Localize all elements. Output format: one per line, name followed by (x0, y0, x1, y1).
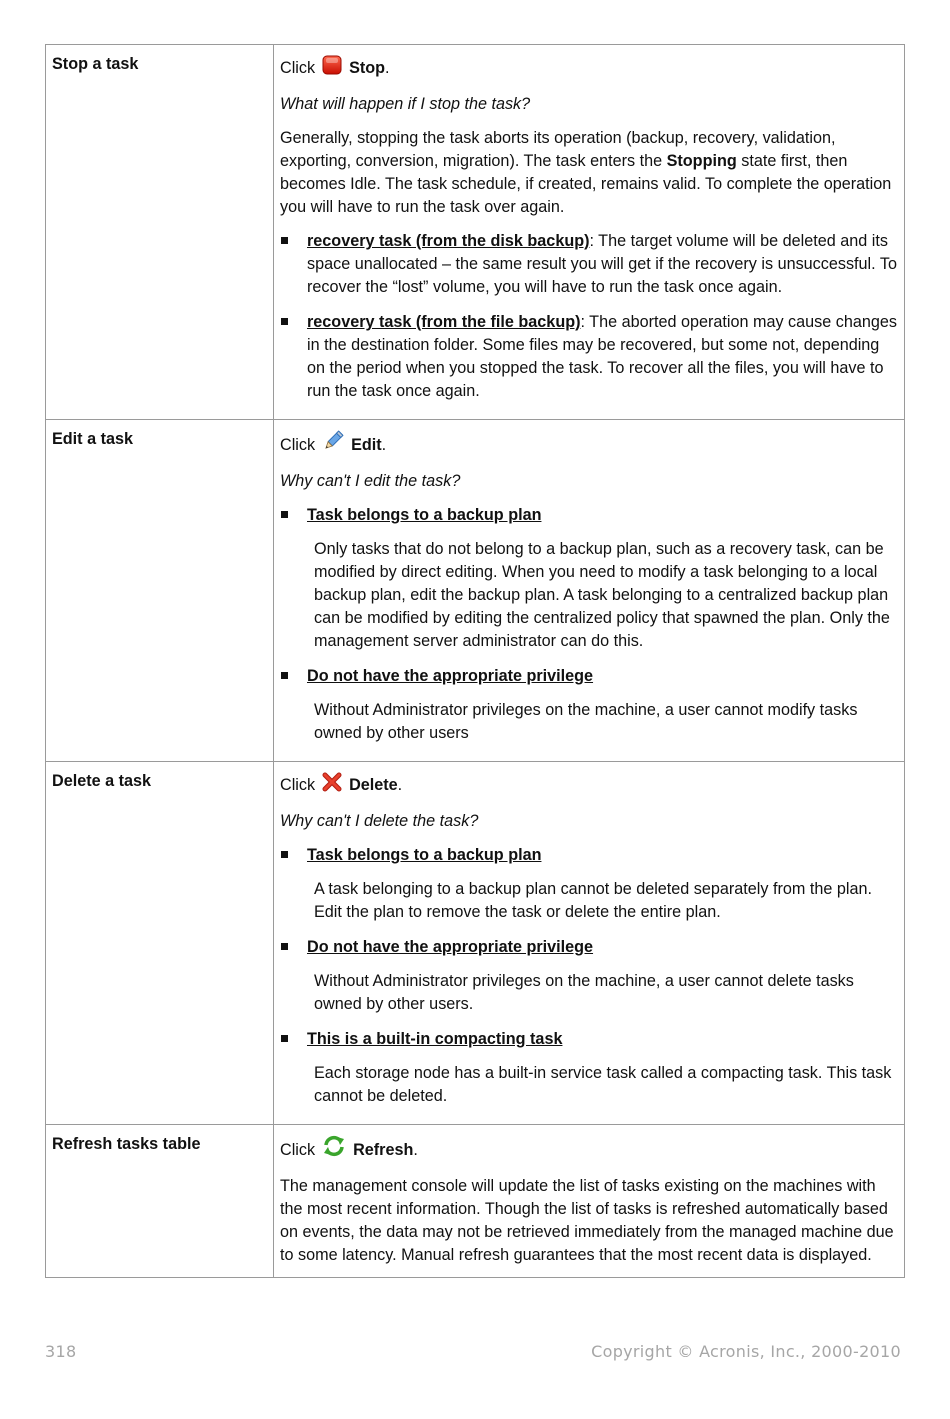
pencil-icon (322, 430, 344, 459)
bullet-list (280, 844, 899, 1108)
description-cell (274, 420, 905, 762)
action-cell (46, 1125, 274, 1278)
list-item: Do not have the appropriate privilege Without Administrator privileges on the machine, a user cannot modify tasks owned by other users (280, 665, 899, 745)
action-name: Edit a task (52, 430, 133, 448)
table-row-delete (46, 762, 905, 1125)
edit-button-label: Edit (351, 436, 382, 454)
click-instruction: Click Refresh. (280, 1135, 899, 1164)
refresh-icon (322, 1135, 346, 1164)
action-cell (46, 420, 274, 762)
list-item: Task belongs to a backup plan A task belonging to a backup plan cannot be deleted separately from the plan. Edit the plan to remove the task or delete the entire plan. (280, 844, 899, 924)
click-instruction: Click Stop. (280, 55, 899, 82)
bullet-list (280, 230, 899, 403)
refresh-button-label: Refresh (353, 1141, 414, 1159)
delete-button-label: Delete (349, 776, 398, 794)
description-cell (274, 1125, 905, 1278)
stop-button-label: Stop (349, 59, 386, 77)
action-name: Stop a task (52, 55, 139, 73)
list-item: Task belongs to a backup plan Only tasks that do not belong to a backup plan, such as a recovery task, can be modified by direct editing. When you need to modify a task belonging to a local backup plan, edit the backup plan. A task belonging to a centralized backup plan can be modified by editing the centralized policy that spawned the plan. Only the management server administrator can do this. (280, 504, 899, 653)
action-name: Delete a task (52, 772, 151, 790)
copyright-notice: Copyright © Acronis, Inc., 2000-2010 (591, 1342, 901, 1361)
explanation: The management console will update the list of tasks existing on the machines with the most recent information. Though the list of tasks is refreshed automatically based on events, the data may not be retrieved immediately from the managed machine due to some latency. Manual refresh guarantees that the most recent data is displayed. (280, 1177, 894, 1264)
table-row-edit (46, 420, 905, 762)
description-cell (274, 45, 905, 420)
delete-x-icon (322, 772, 342, 799)
table-row-refresh (46, 1125, 905, 1278)
question: Why can't I edit the task? (280, 472, 461, 490)
explanation: Generally, stopping the task aborts its operation (backup, recovery, validation, exporting, conversion, migration). The task enters the Stopping state first, then becomes Idle. The task schedule, if created, remains valid. To complete the operation you will have to run the task over again. (280, 129, 892, 216)
stop-icon (322, 55, 342, 82)
click-instruction: Click Delete. (280, 772, 899, 799)
list-item: recovery task (from the file backup): The aborted operation may cause changes in the destination folder. Some files may be recovered, but some not, depending on the period when you stopped the task. To recover all the files, you will have to run the task once again. (280, 311, 899, 403)
action-cell (46, 45, 274, 420)
action-cell (46, 762, 274, 1125)
list-item: recovery task (from the disk backup): The target volume will be deleted and its space unallocated – the same result you will get if the recovery is unsuccessful. To recover the “lost” volume, you will have to run the task once again. (280, 230, 899, 299)
page-number: 318 (45, 1342, 77, 1361)
action-name: Refresh tasks table (52, 1135, 201, 1153)
question: What will happen if I stop the task? (280, 95, 531, 113)
table-row-stop (46, 45, 905, 420)
bullet-list (280, 504, 899, 745)
task-operations-table (45, 44, 905, 1278)
list-item: Do not have the appropriate privilege Without Administrator privileges on the machine, a user cannot delete tasks owned by other users. (280, 936, 899, 1016)
question: Why can't I delete the task? (280, 812, 479, 830)
description-cell (274, 762, 905, 1125)
list-item: This is a built-in compacting task Each storage node has a built-in service task called a compacting task. This task cannot be deleted. (280, 1028, 899, 1108)
click-instruction: Click Edit. (280, 430, 899, 459)
